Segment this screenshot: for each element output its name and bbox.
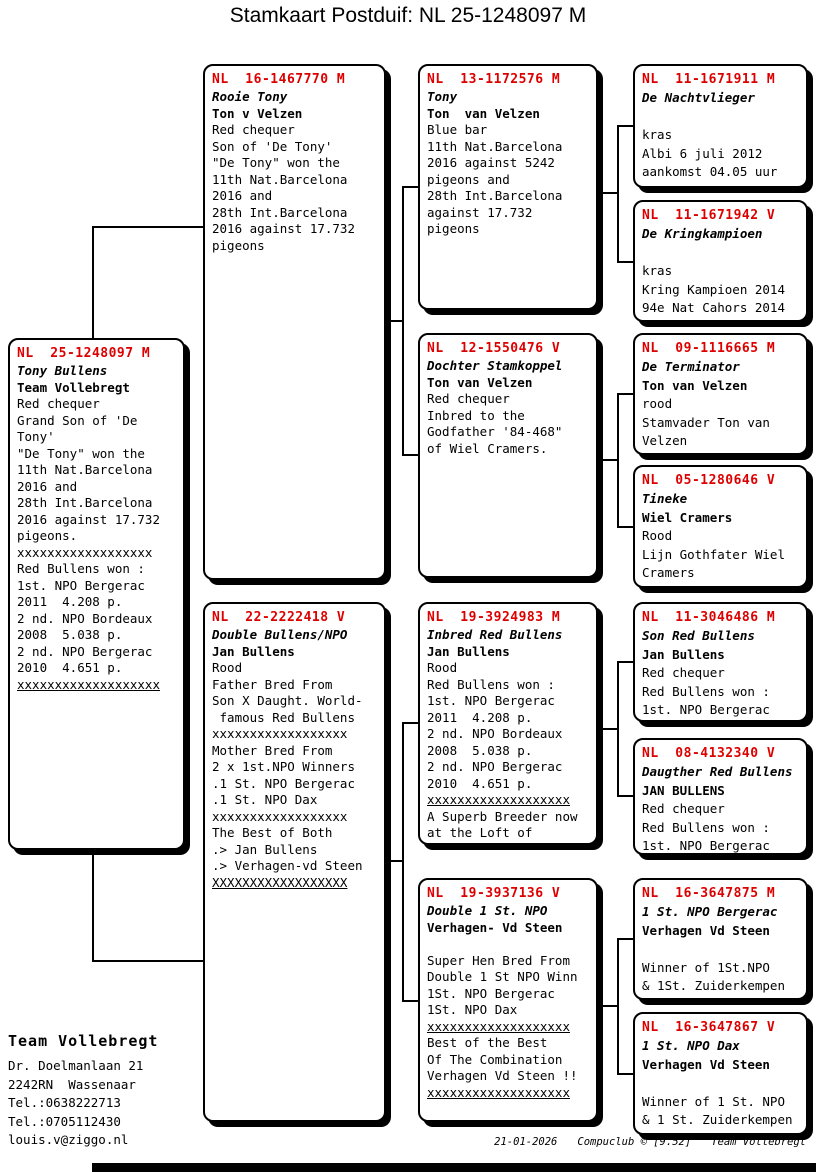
connector-line <box>402 1000 420 1002</box>
pedigree-text-line: 2016 against 5242 <box>427 155 555 170</box>
ring-number: NL 13-1172576 M <box>427 72 561 87</box>
ring-number: NL 16-3647867 V <box>642 1020 776 1035</box>
pedigree-text-line: 1St. NPO Bergerac <box>427 985 555 1001</box>
pedigree-text-line: 2016 against 17.732 <box>212 221 355 236</box>
connector-line <box>598 459 619 461</box>
pedigree-text-line: Tony Bullens <box>17 363 108 378</box>
pedigree-text-line: .> Verhagen-vd Steen <box>212 858 363 873</box>
pedigree-text-line: Red chequer <box>642 665 725 680</box>
pedigree-text-line: Son of 'De Tony' <box>212 138 333 154</box>
ring-number: NL 25-1248097 M <box>17 346 151 361</box>
connector-line <box>402 186 404 456</box>
breeder-name: Team Vollebregt <box>8 1032 159 1050</box>
pedigree-text-line: 1st. NPO Bergerac <box>17 577 145 593</box>
pedigree-text-line <box>642 940 799 959</box>
connector-line <box>617 125 635 127</box>
pedigree-text-line: xxxxxxxxxxxxxxxxxxx <box>17 676 160 692</box>
pedigree-text-line: Red Bullens won : <box>427 676 555 692</box>
pedigree-text-line: aankomst 04.05 uur <box>642 164 778 179</box>
connector-line <box>617 1073 635 1075</box>
pedigree-text-line: Wiel Cramers <box>642 509 733 525</box>
pedigree-text-line: pigeons and <box>427 171 510 187</box>
pedigree-text-line: 11th Nat.Barcelona <box>212 171 348 187</box>
ring-number: NL 16-3647875 M <box>642 886 776 901</box>
pedigree-text-line: Ton van Velzen <box>427 374 533 390</box>
pedigree-text-line: pigeons <box>427 221 480 236</box>
connector-line <box>617 393 635 395</box>
pedigree-text-line: The Best of Both <box>212 825 333 840</box>
pedigree-text-line: pigeons <box>212 237 265 253</box>
ring-number: NL 05-1280646 V <box>642 473 776 488</box>
footer-team: Team Vollebregt <box>711 1136 806 1148</box>
connector-line <box>92 226 94 340</box>
pedigree-text-line: Verhagen Vd Steen <box>642 922 770 938</box>
pedigree-text-line: Jan Bullens <box>427 643 510 659</box>
ring-number: NL 16-1467770 M <box>212 72 346 87</box>
pedigree-text-line: Blue bar <box>427 122 488 137</box>
pedigree-text-line: 2016 and <box>17 478 78 494</box>
pedigree-text-line: 2011 4.208 p. <box>17 594 123 609</box>
pedigree-text-line: Winner of 1St.NPO <box>642 959 770 975</box>
connector-line <box>617 125 619 263</box>
connector-line <box>617 661 635 663</box>
footer-software: Compuclub © [9.52] <box>577 1136 692 1148</box>
pedigree-box-father <box>203 64 386 580</box>
pedigree-text-line: kras <box>642 263 673 278</box>
pedigree-text-line <box>642 1074 799 1093</box>
pedigree-text-line: 2016 against 17.732 <box>17 511 160 527</box>
pedigree-text-line: Jan Bullens <box>642 646 725 662</box>
pedigree-text-line: Tineke <box>642 491 688 506</box>
pedigree-text-line: 2011 4.208 p. <box>427 709 533 725</box>
ring-number: NL 19-3924983 M <box>427 610 561 625</box>
pedigree-text-line: Rooie Tony <box>212 89 288 104</box>
pedigree-text-line: at the Loft of <box>427 825 533 840</box>
connector-line <box>617 938 635 940</box>
pedigree-text-line: xxxxxxxxxxxxxxxxxx <box>212 808 348 824</box>
connector-line <box>617 526 635 528</box>
pedigree-text-line: .> Jan Bullens <box>212 841 318 857</box>
pedigree-text-line: Red Bullens won : <box>642 819 770 835</box>
breeder-contact <box>8 1032 158 1150</box>
pedigree-text-line: against 17.732 <box>427 204 533 220</box>
pedigree-text-line: Tony <box>427 89 458 104</box>
pedigree-text-line <box>642 108 799 127</box>
pedigree-text-line: 11th Nat.Barcelona <box>427 138 563 154</box>
pedigree-text-line: Ton van Velzen <box>427 105 540 121</box>
pedigree-text-line: 2 nd. NPO Bergerac <box>17 643 153 659</box>
pedigree-text-line: Rood <box>212 660 243 675</box>
pedigree-box-paternal-grandmother <box>418 333 598 578</box>
pedigree-text-line: Verhagen- Vd Steen <box>427 919 563 935</box>
pedigree-text-line: Double 1 St. NPO <box>427 903 548 918</box>
pedigree-text-line: 2008 5.038 p. <box>427 742 533 758</box>
pedigree-text-line <box>642 244 799 263</box>
pedigree-text-line: pigeons. <box>17 528 78 543</box>
connector-line <box>598 192 619 194</box>
connector-line <box>92 960 205 962</box>
footer <box>494 1136 806 1148</box>
ring-number: NL 19-3937136 V <box>427 886 561 901</box>
pedigree-text-line: of Wiel Cramers. <box>427 440 548 456</box>
connector-line <box>598 1005 619 1007</box>
pedigree-text-line: Winner of 1 St. NPO <box>642 1093 785 1109</box>
pedigree-box-maternal-grandfather <box>418 602 598 845</box>
contact-line: Tel.:0705112430 <box>8 1113 121 1129</box>
pedigree-text-line: 2 nd. NPO Bordeaux <box>427 726 563 741</box>
pedigree-text-line: famous Red Bullens <box>212 709 355 725</box>
pedigree-text-line: xxxxxxxxxxxxxxxxxx <box>17 544 153 560</box>
pedigree-text-line: 1 St. NPO Dax <box>642 1038 740 1053</box>
pedigree-text-line: Father Bred From <box>212 676 333 692</box>
pedigree-text-line: Verhagen Vd Steen !! <box>427 1068 578 1083</box>
pedigree-text-line: A Superb Breeder now <box>427 808 578 824</box>
pedigree-text-line: De Terminator <box>642 359 740 374</box>
pedigree-text-line: Kring Kampioen 2014 <box>642 281 785 297</box>
pedigree-box-great-grandparent-6 <box>633 738 808 855</box>
pedigree-text-line: Tony' <box>17 429 55 444</box>
pedigree-text-line: Red chequer <box>212 122 295 137</box>
pedigree-text-line: Verhagen Vd Steen <box>642 1056 770 1072</box>
connector-line <box>617 795 635 797</box>
ring-number: NL 22-2222418 V <box>212 610 346 625</box>
pedigree-text-line: 28th Int.Barcelona <box>427 188 563 203</box>
pedigree-text-line: .1 St. NPO Dax <box>212 792 318 807</box>
contact-line: Dr. Doelmanlaan 21 <box>8 1058 144 1073</box>
pedigree-text-line <box>427 936 589 953</box>
pedigree-text-line: 2 nd. NPO Bordeaux <box>17 610 153 626</box>
pedigree-text-line: 28th Int.Barcelona <box>212 204 348 220</box>
pedigree-text-line: rood <box>642 396 673 411</box>
pedigree-text-line: Mother Bred From <box>212 742 333 758</box>
pedigree-text-line: Inbred to the <box>427 407 525 423</box>
pedigree-text-line: 28th Int.Barcelona <box>17 495 153 510</box>
pedigree-text-line: 11th Nat.Barcelona <box>17 462 153 477</box>
pedigree-text-line: xxxxxxxxxxxxxxxxxx <box>212 726 348 741</box>
pedigree-text-line: "De Tony" won the <box>17 445 145 461</box>
pedigree-text-line: Grand Son of 'De <box>17 412 138 428</box>
breeder-address <box>8 1057 158 1150</box>
pedigree-box-great-grandparent-1 <box>633 64 808 188</box>
connector-line <box>617 938 619 1075</box>
pedigree-text-line: Ton van Velzen <box>642 377 748 393</box>
contact-line: louis.v@ziggo.nl <box>8 1132 129 1147</box>
ring-number: NL 09-1116665 M <box>642 341 776 356</box>
pedigree-text-line: "De Tony" won the <box>212 155 340 170</box>
pedigree-text-line: Super Hen Bred From <box>427 952 570 968</box>
connector-line <box>92 226 205 228</box>
pedigree-text-line: 94e Nat Cahors 2014 <box>642 300 785 315</box>
pedigree-text-line: Of The Combination <box>427 1051 563 1067</box>
pedigree-text-line: 1st. NPO Bergerac <box>642 702 770 717</box>
page-edge-bar <box>92 1163 816 1172</box>
connector-line <box>92 848 94 962</box>
pedigree-text-line: Cramers <box>642 565 695 580</box>
pedigree-box-paternal-grandfather <box>418 64 598 310</box>
pedigree-text-line: 1st. NPO Bergerac <box>427 693 555 708</box>
pedigree-box-great-grandparent-4 <box>633 465 808 588</box>
connector-line <box>402 186 420 188</box>
pedigree-text-line: Inbred Red Bullens <box>427 627 563 642</box>
contact-line: 2242RN Wassenaar <box>8 1076 136 1092</box>
pedigree-text-line: Jan Bullens <box>212 643 295 659</box>
pedigree-text-line: 2 x 1st.NPO Winners <box>212 759 355 774</box>
pedigree-text-line: De Nachtvlieger <box>642 90 755 105</box>
pedigree-text-line: Ton v Velzen <box>212 105 303 121</box>
pedigree-box-great-grandparent-2 <box>633 200 808 322</box>
pedigree-text-line: Best of the Best <box>427 1035 548 1050</box>
pedigree-box-great-grandparent-3 <box>633 333 808 455</box>
pedigree-text-line: .1 St. NPO Bergerac <box>212 775 355 791</box>
pedigree-text-line: Red chequer <box>642 801 725 816</box>
pedigree-text-line: 1 St. NPO Bergerac <box>642 904 778 919</box>
connector-line <box>617 261 635 263</box>
pedigree-text-line: Stamvader Ton van <box>642 414 770 430</box>
pedigree-text-line: 2008 5.038 p. <box>17 627 123 642</box>
pedigree-text-line: 1st. NPO Bergerac <box>642 838 770 853</box>
pedigree-text-line: Lijn Gothfater Wiel <box>642 546 785 562</box>
pedigree-text-line: 2016 and <box>212 188 273 203</box>
pedigree-text-line: xxxxxxxxxxxxxxxxxxx <box>427 1018 570 1034</box>
connector-line <box>617 393 619 528</box>
ring-number: NL 11-3046486 M <box>642 610 776 625</box>
pedigree-text-line: Team Vollebregt <box>17 379 130 395</box>
pedigree-text-line: De Kringkampioen <box>642 226 763 241</box>
pedigree-box-great-grandparent-7 <box>633 878 808 1000</box>
pedigree-text-line: 1St. NPO Dax <box>427 1002 518 1017</box>
ring-number: NL 12-1550476 V <box>427 341 561 356</box>
connector-line <box>617 661 619 797</box>
connector-line <box>598 728 619 730</box>
pedigree-box-great-grandparent-8 <box>633 1012 808 1135</box>
footer-date: 21-01-2026 <box>494 1136 558 1148</box>
pedigree-text-line: Red Bullens won : <box>17 561 145 576</box>
pedigree-text-line: Double Bullens/NPO <box>212 627 348 642</box>
pedigree-text-line: Velzen <box>642 433 688 448</box>
pedigree-text-line: xxxxxxxxxxxxxxxxxxx <box>427 792 570 807</box>
pedigree-box-mother <box>203 602 386 1122</box>
pedigree-text-line: & 1St. Zuiderkempen <box>642 978 785 993</box>
pedigree-text-line: Godfather '84-468" <box>427 424 563 439</box>
pedigree-text-line: 2 nd. NPO Bergerac <box>427 759 563 774</box>
ring-number: NL 08-4132340 V <box>642 746 776 761</box>
page-title: Stamkaart Postduif: NL 25-1248097 M <box>229 4 587 27</box>
pedigree-text-line: Dochter Stamkoppel <box>427 358 563 373</box>
pedigree-box-subject <box>8 338 185 850</box>
pedigree-text-line: kras <box>642 127 673 142</box>
pedigree-text-line: Albi 6 juli 2012 <box>642 145 763 161</box>
pedigree-text-line: Rood <box>427 660 458 675</box>
pedigree-text-line: xxxxxxxxxxxxxxxxxxx <box>427 1084 570 1100</box>
connector-line <box>402 454 420 456</box>
pedigree-text-line: Son X Daught. World- <box>212 693 363 708</box>
pedigree-box-maternal-grandmother <box>418 878 598 1122</box>
pedigree-text-line: 2010 4.651 p. <box>17 660 123 675</box>
pedigree-text-line: Red Bullens won : <box>642 683 770 699</box>
pedigree-box-great-grandparent-5 <box>633 602 808 722</box>
pedigree-text-line: XXXXXXXXXXXXXXXXXX <box>212 874 348 890</box>
contact-line: Tel.:0638222713 <box>8 1095 121 1110</box>
pedigree-text-line: & 1 St. Zuiderkempen <box>642 1112 793 1127</box>
ring-number: NL 11-1671942 V <box>642 208 776 223</box>
pedigree-text-line: 2010 4.651 p. <box>427 775 533 791</box>
pedigree-text-line: Son Red Bullens <box>642 628 755 643</box>
ring-number: NL 11-1671911 M <box>642 72 776 87</box>
connector-line <box>402 722 420 724</box>
pedigree-text-line: Red chequer <box>427 391 510 406</box>
pedigree-text-line: Daugther Red Bullens <box>642 764 793 779</box>
pedigree-text-line: JAN BULLENS <box>642 782 725 798</box>
pedigree-text-line: Red chequer <box>17 396 100 411</box>
pedigree-text-line: Double 1 St NPO Winn <box>427 969 578 984</box>
pedigree-text-line: Rood <box>642 528 673 543</box>
connector-line <box>402 722 404 1002</box>
